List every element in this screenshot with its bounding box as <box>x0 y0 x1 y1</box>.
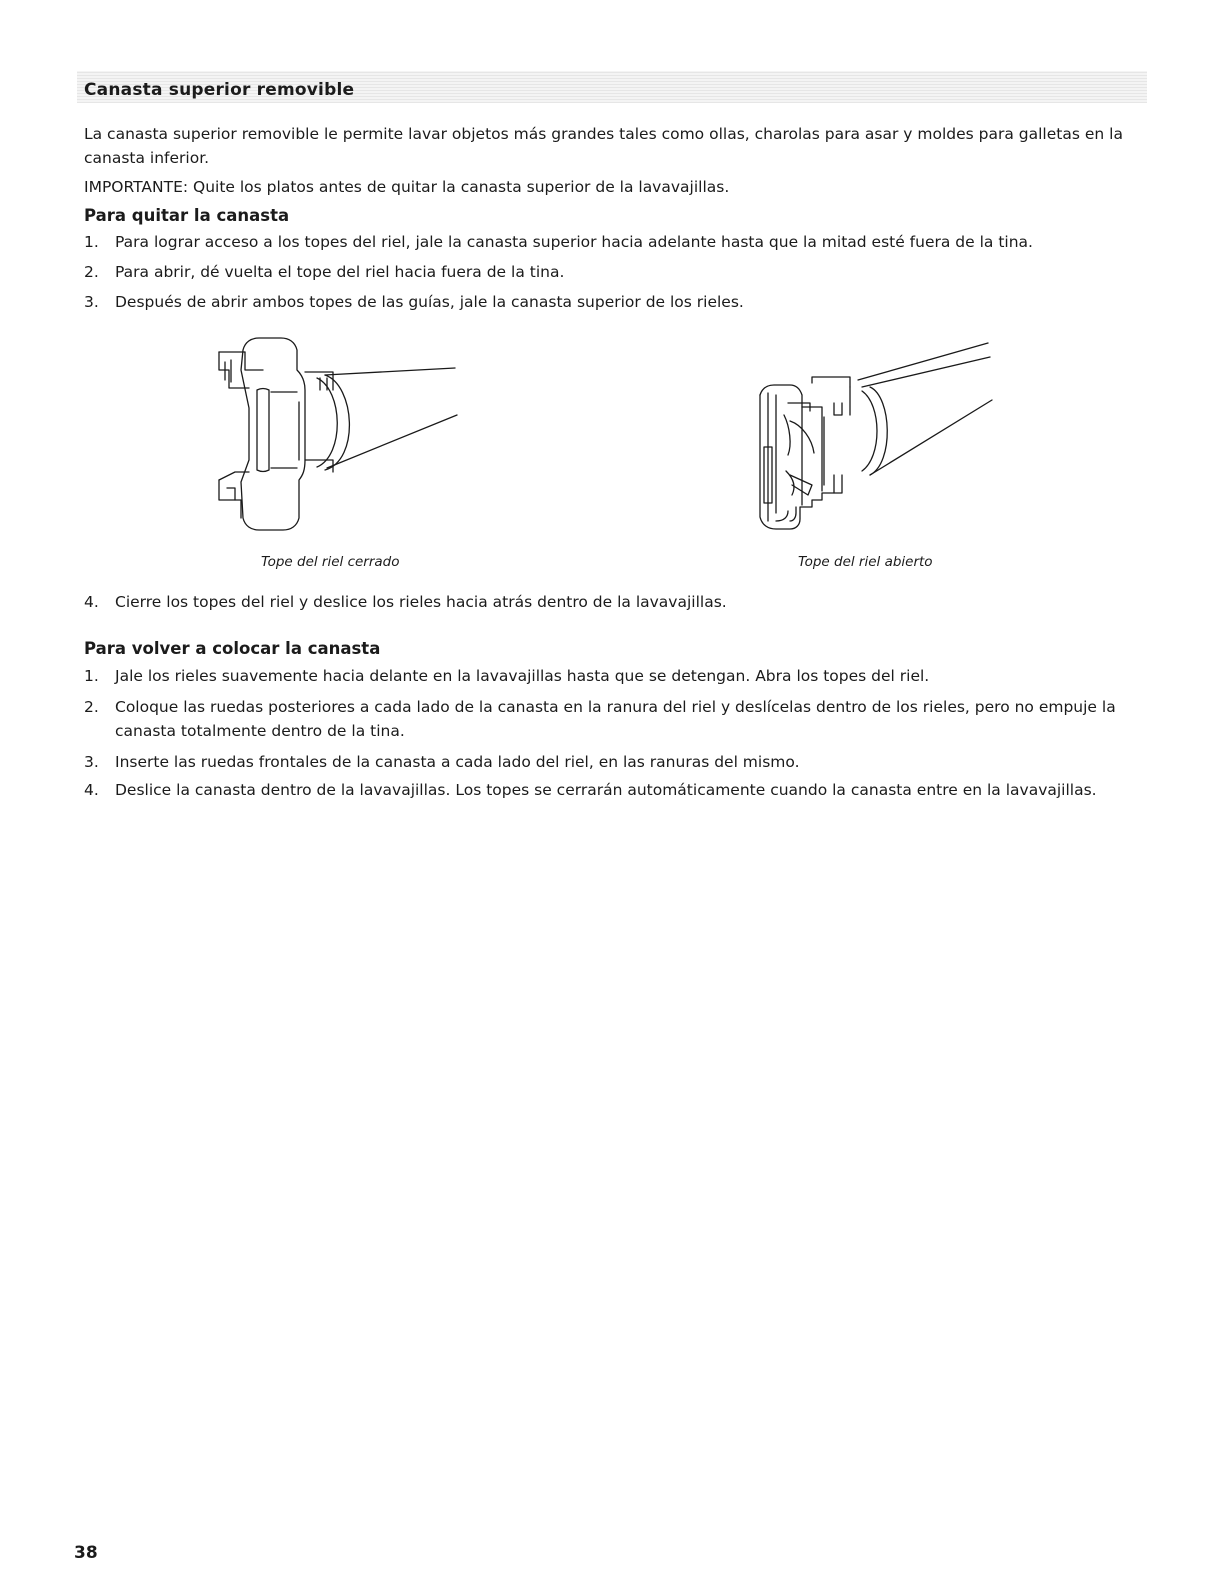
caption-open: Tope del riel abierto <box>798 554 933 570</box>
step-number: 1. <box>84 667 99 685</box>
step-text: Después de abrir ambos topes de las guías, jale la canasta superior de los rieles. <box>115 293 744 311</box>
step-number: 3. <box>84 753 99 771</box>
step-number: 3. <box>84 293 99 311</box>
step-text: Cierre los topes del riel y deslice los rieles hacia atrás dentro de la lavavajillas. <box>115 593 727 611</box>
step-number: 2. <box>84 263 99 281</box>
remove-step-1 <box>84 230 1144 254</box>
step-number: 4. <box>84 593 99 611</box>
replace-step-3 <box>84 750 1144 774</box>
caption-closed: Tope del riel cerrado <box>261 554 400 570</box>
step-number: 4. <box>84 781 99 799</box>
rail-stop-closed-illustration <box>205 330 475 545</box>
replace-step-4 <box>84 778 1144 802</box>
page-number: 38 <box>74 1543 98 1563</box>
replace-step-1 <box>84 664 1144 688</box>
replace-step-2 <box>84 695 1144 743</box>
step-text: Inserte las ruedas frontales de la canasta a cada lado del riel, en las ranuras del mismo. <box>115 753 800 771</box>
remove-step-4 <box>84 590 1144 614</box>
rail-stop-open-illustration <box>750 335 1000 540</box>
step-text: Para lograr acceso a los topes del riel, jale la canasta superior hacia adelante hasta que la mitad esté fuera de la tina. <box>115 233 1033 251</box>
section-title: Canasta superior removible <box>84 80 355 100</box>
step-text: Deslice la canasta dentro de la lavavajillas. Los topes se cerrarán automáticamente cuando la canasta entre en la lavavajillas. <box>115 781 1097 799</box>
remove-heading: Para quitar la canasta <box>84 206 290 225</box>
step-text: Jale los rieles suavemente hacia delante en la lavavajillas hasta que se detengan. Abra los topes del riel. <box>115 667 930 685</box>
step-text: Coloque las ruedas posteriores a cada lado de la canasta en la ranura del riel y deslícelas dentro de los rieles, pero no empuje la canasta totalmente dentro de la tina. <box>115 698 1116 740</box>
step-text: Para abrir, dé vuelta el tope del riel hacia fuera de la tina. <box>115 263 565 281</box>
step-number: 1. <box>84 233 99 251</box>
intro-paragraph: La canasta superior removible le permite lavar objetos más grandes tales como ollas, charolas para asar y moldes para galletas en la canasta inferior. <box>84 125 1123 167</box>
step-number: 2. <box>84 698 99 716</box>
replace-heading: Para volver a colocar la canasta <box>84 639 381 658</box>
remove-step-2 <box>84 260 1144 284</box>
important-note: IMPORTANTE: Quite los platos antes de quitar la canasta superior de la lavavajillas. <box>84 178 730 196</box>
remove-step-3 <box>84 290 1144 314</box>
